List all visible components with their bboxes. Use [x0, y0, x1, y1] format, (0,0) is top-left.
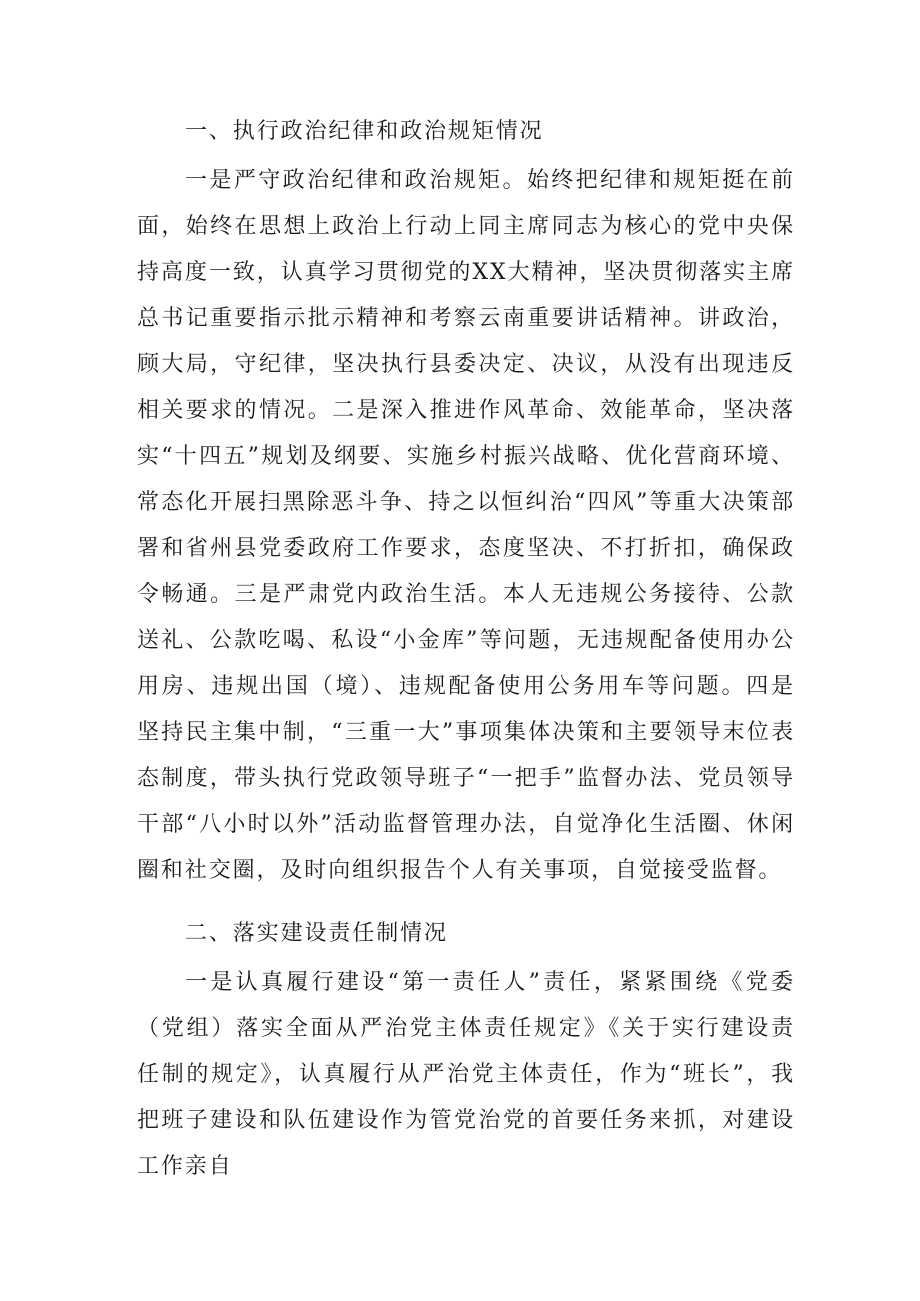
section-2-heading: 二、落实建设责任制情况 — [185, 921, 448, 946]
section-1-paragraph: 一是严守政治纪律和政治规矩。始终把纪律和规矩挺在前面，始终在思想上政治上行动上同主席同志为核心的党中央保持高度一致，认真学习贯彻党的XX大精神，坚决贯彻落实主席总书记重要指示批示精神和考察云南重要讲话精神。讲政治，顾大局，守纪律，坚决执行县委决定、决议，从没有出现违反相关要求的情况。二是深入推进作风革命、效能革命，坚决落实“十四五”规划及纲要、实施乡村振兴战略、优化营商环境、常态化开展扫黑除恶斗争、持之以恒纠治“四风”等重大决策部署和省州县党委政府工作要求，态度坚决、不打折扣，确保政令畅通。三是严肃党内政治生活。本人无违规公务接待、公款送礼、公款吃喝、私设“小金库”等问题，无违规配备使用办公用房、违规出国（境）、违规配备使用公务用车等问题。四是坚持民主集中制，“三重一大”事项集体决策和主要领导末位表态制度，带头执行党政领导班子“一把手”监督办法、党员领导干部“八小时以外”活动监督管理办法，自觉净化生活圈、休闲圈和社交圈，及时向组织报告个人有关事项，自觉接受监督。 — [137, 168, 795, 883]
document-body — [137, 108, 795, 1190]
section-2-paragraph: 一是认真履行建设“第一责任人”责任，紧紧围绕《党委（党组）落实全面从严治党主体责任规定》《关于实行建设责任制的规定》，认真履行从严治党主体责任，作为“班长”，我把班子建设和队伍建设作为管党治党的首要任务来抓，对建设工作亲自 — [137, 970, 795, 1179]
section-gap — [137, 894, 795, 910]
section-1-heading: 一、执行政治纪律和政治规矩情况 — [185, 119, 544, 144]
